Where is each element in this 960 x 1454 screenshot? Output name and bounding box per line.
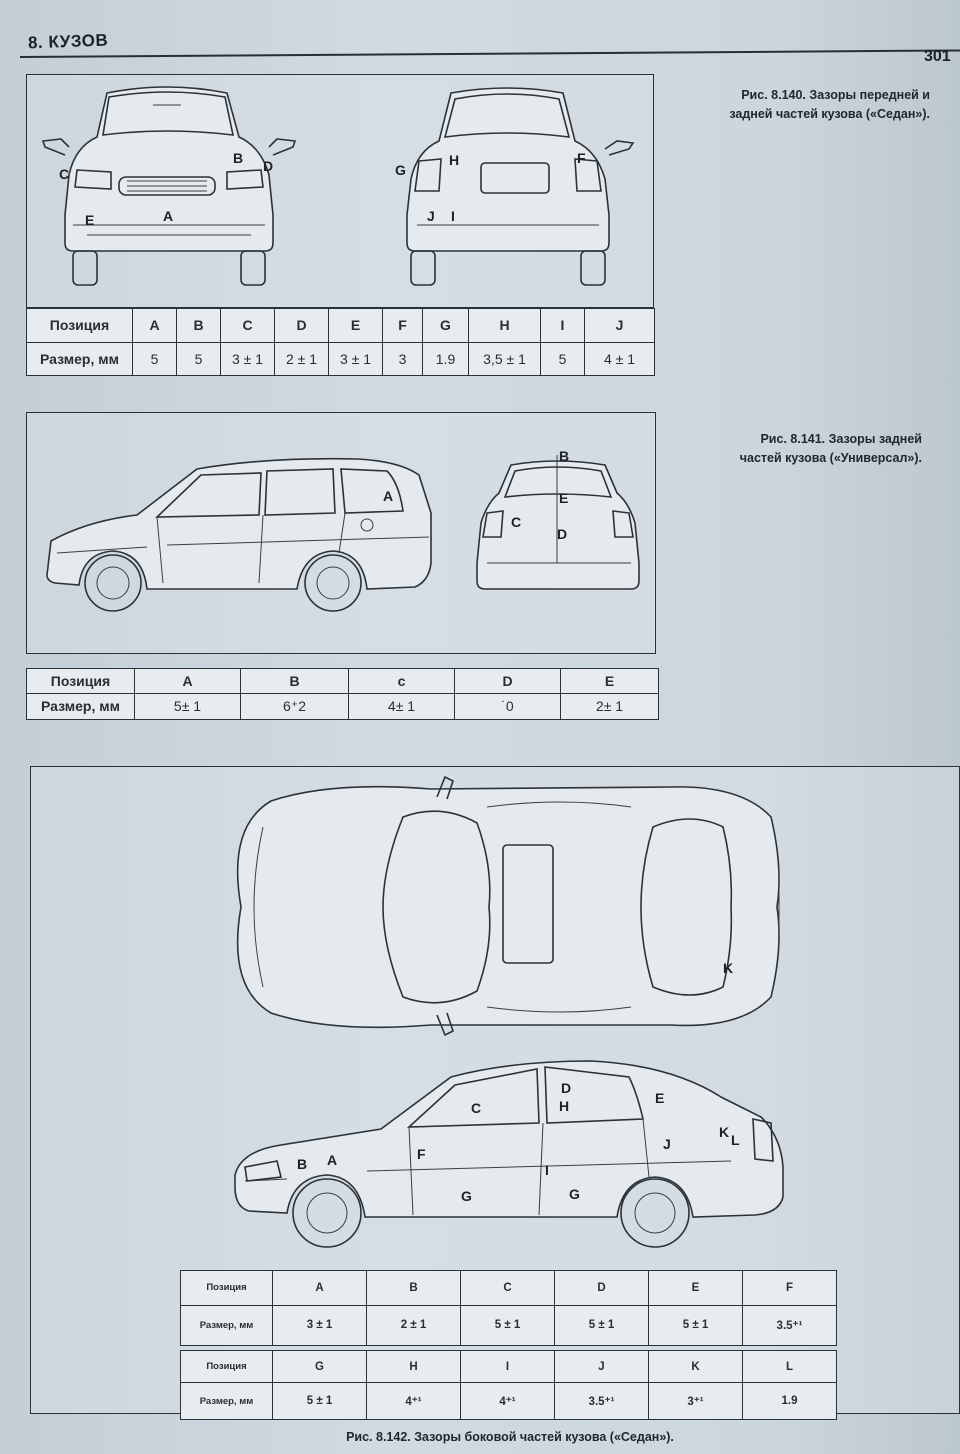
fig140-caption xyxy=(660,86,930,124)
fig142-t1-size-c: 5 ± 1 xyxy=(461,1305,555,1345)
fig142-t1-position-row xyxy=(181,1271,837,1306)
fig141-position-header: Позиция xyxy=(27,669,135,694)
fig141-label-b: B xyxy=(559,448,570,464)
fig140-position-row xyxy=(27,309,655,343)
fig142-t2-size-k: 3⁺¹ xyxy=(649,1383,743,1420)
fig142-label-g2: G xyxy=(569,1186,580,1202)
fig141-size-a: 5± 1 xyxy=(135,693,241,719)
fig140-drawing xyxy=(27,75,652,306)
fig140-pos-i: I xyxy=(541,309,585,343)
fig142-t2-pos-k: K xyxy=(649,1351,743,1383)
fig142-t1-size-a: 3 ± 1 xyxy=(273,1305,367,1345)
fig140-pos-g: G xyxy=(423,309,469,343)
fig142-t1-pos-a: A xyxy=(273,1271,367,1306)
fig142-t1-pos-e: E xyxy=(649,1271,743,1306)
fig142-t2-pos-h: H xyxy=(367,1351,461,1383)
fig140-panel xyxy=(26,74,654,308)
fig142-label-j: J xyxy=(663,1136,671,1152)
fig140-pos-b: B xyxy=(177,309,221,343)
fig142-t1-size-header: Размер, мм xyxy=(181,1305,273,1345)
fig140-pos-c: C xyxy=(221,309,275,343)
fig140-pos-a: A xyxy=(133,309,177,343)
fig142-label-a: A xyxy=(327,1152,338,1168)
fig140-pos-j: J xyxy=(585,309,655,343)
fig142-label-e: E xyxy=(655,1090,665,1106)
fig141-caption xyxy=(660,430,922,468)
fig140-label-j: J xyxy=(427,208,435,224)
fig142-t2-size-h: 4⁺¹ xyxy=(367,1383,461,1420)
fig140-caption-line1: Рис. 8.140. Зазоры передней и xyxy=(741,88,930,102)
fig140-pos-e: E xyxy=(329,309,383,343)
fig140-position-header: Позиция xyxy=(27,309,133,343)
wagon-rear-view xyxy=(477,455,639,589)
fig142-t1-pos-b: B xyxy=(367,1271,461,1306)
fig140-pos-d: D xyxy=(275,309,329,343)
fig142-t1-size-d: 5 ± 1 xyxy=(555,1305,649,1345)
fig142-t1-pos-d: D xyxy=(555,1271,649,1306)
fig141-pos-a: A xyxy=(135,669,241,694)
fig140-size-e: 3 ± 1 xyxy=(329,342,383,376)
fig141-size-d: ˙0 xyxy=(455,693,561,719)
fig142-label-l: L xyxy=(731,1132,740,1148)
fig140-label-i: I xyxy=(451,208,455,224)
fig141-table xyxy=(26,668,659,720)
fig142-t2-size-g: 5 ± 1 xyxy=(273,1383,367,1420)
fig140-label-f: F xyxy=(577,150,586,166)
fig141-panel xyxy=(26,412,656,654)
fig140-label-d: D xyxy=(263,158,274,174)
fig141-label-a: A xyxy=(383,488,394,504)
fig142-table-1 xyxy=(180,1270,837,1346)
fig140-label-a: A xyxy=(163,208,174,224)
fig142-t2-pos-i: I xyxy=(461,1351,555,1383)
fig141-size-b: 6⁺2 xyxy=(241,693,349,719)
fig142-label-k: K xyxy=(719,1124,730,1140)
fig140-size-h: 3,5 ± 1 xyxy=(469,342,541,376)
front-view-car xyxy=(43,87,295,285)
fig140-size-c: 3 ± 1 xyxy=(221,342,275,376)
fig140-label-h: H xyxy=(449,152,460,168)
fig140-size-j: 4 ± 1 xyxy=(585,342,655,376)
fig142-t2-position-row xyxy=(181,1351,837,1383)
rear-view-car xyxy=(407,88,633,285)
fig142-t2-size-l: 1.9 xyxy=(743,1383,837,1420)
page-number: 301 xyxy=(924,48,951,65)
fig142-caption: Рис. 8.142. Зазоры боковой частей кузова («Седан»). xyxy=(346,1430,674,1444)
fig142-t1-size-e: 5 ± 1 xyxy=(649,1305,743,1345)
fig142-t2-size-header: Размер, мм xyxy=(181,1383,273,1420)
sedan-side-view xyxy=(235,1061,783,1247)
fig142-t1-size-b: 2 ± 1 xyxy=(367,1305,461,1345)
fig140-size-row xyxy=(27,342,655,376)
fig141-position-row xyxy=(27,669,659,694)
fig142-label-h: H xyxy=(559,1098,570,1114)
fig142-t2-position-header: Позиция xyxy=(181,1351,273,1383)
section-title: 8. КУЗОВ xyxy=(27,30,109,53)
fig142-label-i: I xyxy=(545,1162,549,1178)
fig142-label-g1: G xyxy=(461,1188,472,1204)
fig140-size-g: 1.9 xyxy=(423,342,469,376)
fig141-pos-b: B xyxy=(241,669,349,694)
fig142-t2-pos-g: G xyxy=(273,1351,367,1383)
fig142-label-d: D xyxy=(561,1080,572,1096)
fig140-pos-f: F xyxy=(383,309,423,343)
fig142-t2-pos-j: J xyxy=(555,1351,649,1383)
fig141-pos-d: D xyxy=(455,669,561,694)
fig141-size-row xyxy=(27,693,659,719)
wagon-side-view xyxy=(47,459,431,611)
fig142-label-c: C xyxy=(471,1100,482,1116)
fig142-table-2 xyxy=(180,1350,837,1420)
fig142-t2-size-i: 4⁺¹ xyxy=(461,1383,555,1420)
fig141-size-header: Размер, мм xyxy=(27,693,135,719)
fig142-t1-size-row xyxy=(181,1305,837,1345)
fig142-t1-pos-c: C xyxy=(461,1271,555,1306)
fig141-caption-line1: Рис. 8.141. Зазоры задней xyxy=(760,432,922,446)
fig142-t1-position-header: Позиция xyxy=(181,1271,273,1306)
fig142-t2-size-j: 3.5⁺¹ xyxy=(555,1383,649,1420)
fig141-size-e: 2± 1 xyxy=(561,693,659,719)
fig140-size-d: 2 ± 1 xyxy=(275,342,329,376)
fig140-label-b: B xyxy=(233,150,244,166)
fig140-label-c: C xyxy=(59,166,70,182)
fig142-t2-pos-l: L xyxy=(743,1351,837,1383)
fig140-label-e: E xyxy=(85,212,95,228)
fig140-label-g: G xyxy=(395,162,406,178)
fig141-label-c: C xyxy=(511,514,522,530)
fig142-t1-size-f: 3.5⁺¹ xyxy=(743,1305,837,1345)
fig140-size-header: Размер, мм xyxy=(27,342,133,376)
fig141-label-d: D xyxy=(557,526,568,542)
fig141-drawing xyxy=(27,413,654,652)
fig140-pos-h: H xyxy=(469,309,541,343)
fig140-size-b: 5 xyxy=(177,342,221,376)
sedan-top-view xyxy=(238,777,779,1035)
fig141-pos-e: E xyxy=(561,669,659,694)
fig142-label-b: B xyxy=(297,1156,308,1172)
fig140-table xyxy=(26,308,655,376)
fig140-size-a: 5 xyxy=(133,342,177,376)
fig142-t2-size-row xyxy=(181,1383,837,1420)
fig142-label-f: F xyxy=(417,1146,426,1162)
fig141-pos-c: c xyxy=(349,669,455,694)
fig142-top-label-k: K xyxy=(723,960,734,976)
fig141-caption-line2: частей кузова («Универсал»). xyxy=(739,451,922,465)
fig140-size-f: 3 xyxy=(383,342,423,376)
fig141-size-c: 4± 1 xyxy=(349,693,455,719)
fig142-t1-pos-f: F xyxy=(743,1271,837,1306)
fig140-caption-line2: задней частей кузова («Седан»). xyxy=(729,107,930,121)
fig140-size-i: 5 xyxy=(541,342,585,376)
fig141-label-e: E xyxy=(559,490,569,506)
